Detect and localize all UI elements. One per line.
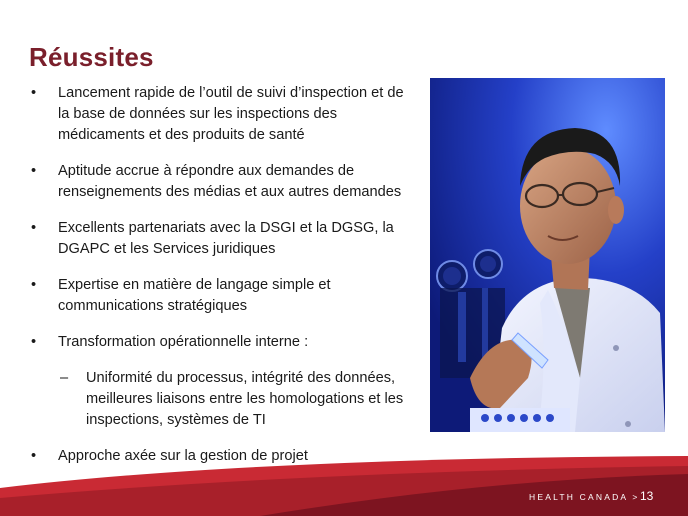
bullet-mark: • [31,163,37,179]
page-number: 13 [640,489,654,503]
bullet-text: Excellents partenariats avec la DSGI et la DGSG, la DGAPC et les Services juridiques [58,220,394,257]
footer-wave-decoration [0,440,688,516]
bullet-text: Approche axée sur la gestion de projet [58,448,308,464]
bullet-mark: • [31,334,37,350]
bullet-list [29,83,424,467]
bullet-mark: • [31,85,37,101]
sub-bullet-mark: – [60,370,69,386]
bullet-mark: • [31,277,37,293]
bullet-mark: • [31,448,37,464]
bullet-item [29,161,424,203]
bullet-text: Transformation opérationnelle interne : [58,334,309,350]
bullet-item [29,275,424,317]
bullet-mark: • [31,220,37,236]
scientist-photo [430,78,665,432]
bullet-item [29,218,424,260]
bullet-item [29,83,424,146]
slide-title: Réussites [29,42,154,72]
bullet-item [29,332,424,353]
bullet-text: Aptitude accrue à répondre aux demandes de renseignements des médias et aux autres demandes [58,163,402,200]
footer-brand: HEALTH CANADA > [529,492,640,502]
bullet-text: Expertise en matière de langage simple et communications stratégiques [58,277,331,314]
sub-bullet-item [29,368,424,431]
sub-bullet-text: Uniformité du processus, intégrité des données, meilleures liaisons entre les homologations et les inspections, systèmes de TI [86,370,404,428]
bullet-text: Lancement rapide de l’outil de suivi d’inspection et de la base de données sur les inspections des médicaments et des produits de santé [58,85,404,143]
